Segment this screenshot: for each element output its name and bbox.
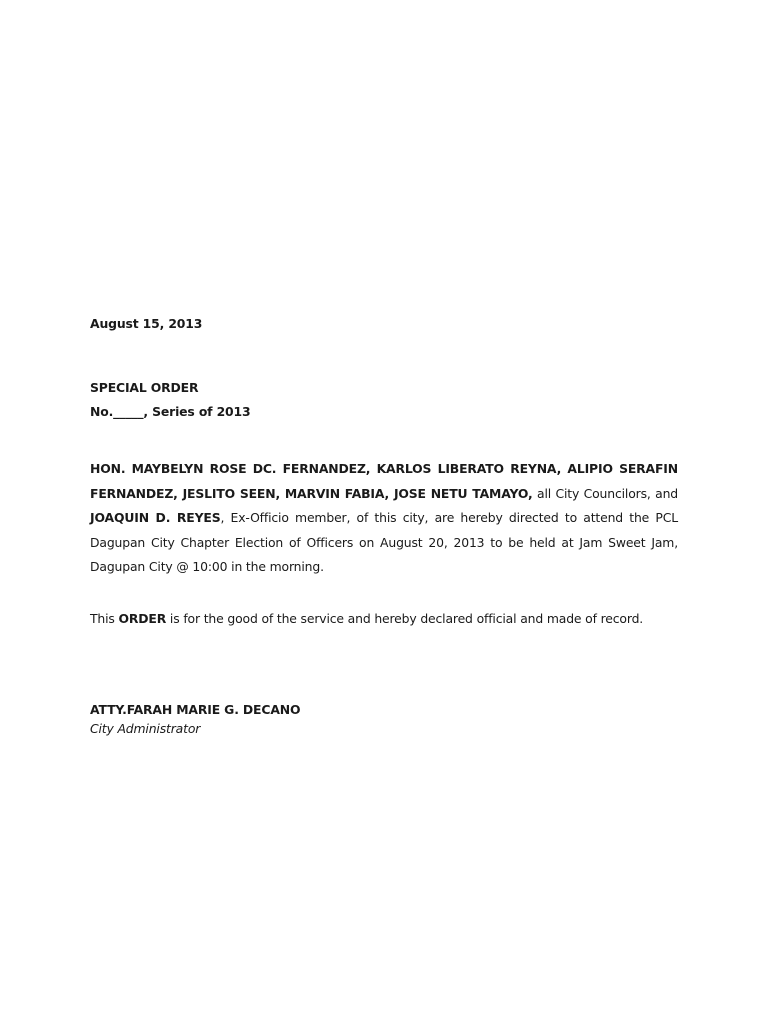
body-line-3 [90,506,678,531]
body-line-5 [90,555,678,580]
statement-suffix: is for the good of the service and hereby declared official and made of record. [166,611,644,626]
body-names-1: HON. MAYBELYN ROSE DC. FERNANDEZ, KARLOS LIBERATO REYNA, ALIPIO SERAFIN [90,461,678,476]
body-paragraph [90,457,678,580]
body-text-5: Dagupan City @ 10:00 in the morning. [90,559,324,574]
body-line-1 [90,457,678,482]
body-text-2: all City Councilors, and [532,485,678,501]
signatory-title: City Administrator [90,721,201,736]
order-number: No._____, Series of 2013 [90,404,251,419]
statement-prefix: This [90,611,119,626]
body-line-2 [90,482,678,507]
body-line-4 [90,531,678,556]
order-title: SPECIAL ORDER [90,380,199,395]
body-names-2: FERNANDEZ, JESLITO SEEN, MARVIN FABIA, JOSE NETU TAMAYO, [90,485,533,501]
body-names-3: JOAQUIN D. REYES [90,510,221,525]
document-date: August 15, 2013 [90,316,203,331]
signatory-name: ATTY.FARAH MARIE G. DECANO [90,702,301,717]
body-text-3: , Ex-Officio member, of this city, are hereby directed to attend the PCL [220,510,678,525]
body-text-4: Dagupan City Chapter Election of Officers on August 20, 2013 to be held at Jam Sweet Jam, [90,534,678,550]
statement-order-word: ORDER [118,611,167,626]
statement-paragraph [90,607,678,632]
